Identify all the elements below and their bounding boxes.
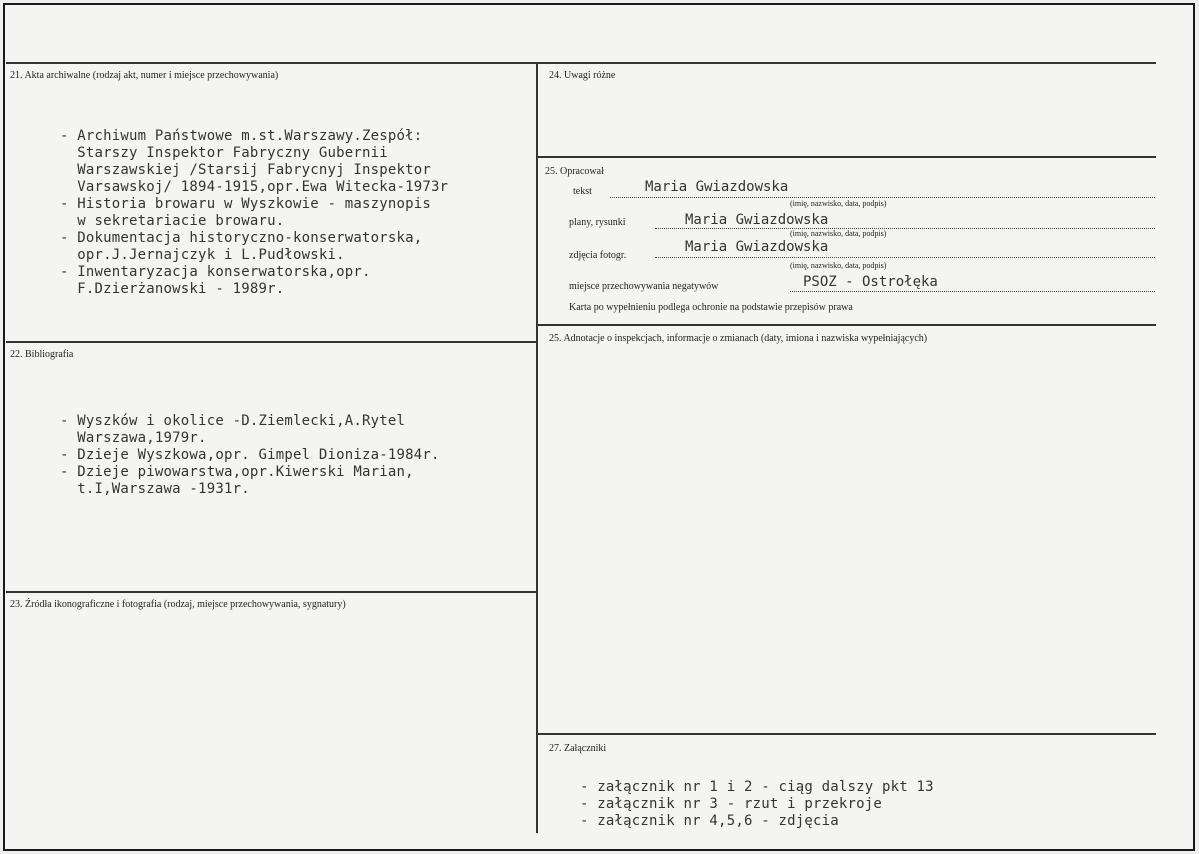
text-line: - Archiwum Państwowe m.st.Warszawy.Zespół: (60, 128, 423, 144)
text-line: Starszy Inspektor Fabryczny Gubernii (60, 145, 388, 161)
text-line: opr.J.Jernajczyk i L.Pudłowski. (60, 247, 345, 263)
text-line: Varsawskoj/ 1894-1915,opr.Ewa Witecka-1973r (60, 179, 449, 195)
text-line: - Dzieje piwowarstwa,opr.Kiwerski Marian, (60, 464, 414, 480)
protection-note: Karta po wypełnieniu podlega ochronie na podstawie przepisów prawa (569, 302, 853, 313)
section-24-header: 24. Uwagi różne (549, 70, 616, 81)
section-27-text (580, 762, 934, 830)
negatywy-line (790, 291, 1155, 292)
plany-line (655, 228, 1155, 229)
center-divider (536, 63, 538, 833)
text-line: - Dzieje Wyszkowa,opr. Gimpel Dioniza-1984r. (60, 447, 440, 463)
text-line: - załącznik nr 3 - rzut i przekroje (580, 796, 883, 812)
plany-label: plany, rysunki (569, 217, 626, 228)
zdjecia-value: Maria Gwiazdowska (685, 239, 829, 255)
section-23-header: 23. Źródła ikonograficzne i fotografia (rodzaj, miejsce przechowywania, sygnatury) (10, 599, 346, 610)
text-line: w sekretariacie browaru. (60, 213, 285, 229)
section-21-text (60, 111, 448, 298)
rule-22-23 (6, 591, 537, 593)
zdjecia-label: zdjęcia fotogr. (569, 250, 627, 261)
text-line: - Inwentaryzacja konserwatorska,opr. (60, 264, 371, 280)
section-22-header: 22. Bibliografia (10, 349, 74, 360)
text-line: t.I,Warszawa -1931r. (60, 481, 250, 497)
section-27-header: 27. Załączniki (549, 743, 607, 754)
tekst-caption: (imię, nazwisko, data, podpis) (790, 199, 887, 208)
text-line: - Wyszków i okolice -D.Ziemlecki,A.Rytel (60, 413, 406, 429)
tekst-label: tekst (573, 186, 592, 197)
text-line: - Historia browaru w Wyszkowie - maszynopis (60, 196, 432, 212)
negatywy-value: PSOZ - Ostrołęka (803, 274, 938, 290)
text-line: - Dokumentacja historyczno-konserwatorska, (60, 230, 423, 246)
text-line: F.Dzierżanowski - 1989r. (60, 281, 285, 297)
top-rule (6, 62, 1156, 64)
plany-caption: (imię, nazwisko, data, podpis) (790, 229, 887, 238)
zdjecia-caption: (imię, nazwisko, data, podpis) (790, 261, 887, 270)
rule-21-22 (6, 341, 537, 343)
text-line: - załącznik nr 1 i 2 - ciąg dalszy pkt 13 (580, 779, 934, 795)
plany-value: Maria Gwiazdowska (685, 212, 829, 228)
tekst-value: Maria Gwiazdowska (645, 179, 789, 195)
text-line: Warszawskiej /Starsij Fabrycnyj Inspektor (60, 162, 432, 178)
section-22-text (60, 396, 440, 498)
section-21-header: 21. Akta archiwalne (rodzaj akt, numer i miejsce przechowywania) (10, 70, 279, 81)
rule-25b-27 (537, 733, 1156, 735)
zdjecia-line (655, 257, 1155, 258)
text-line: - załącznik nr 4,5,6 - zdjęcia (580, 813, 839, 829)
section-25-header: 25. Opracował (545, 166, 604, 177)
rule-24-25 (537, 156, 1156, 158)
text-line: Warszawa,1979r. (60, 430, 207, 446)
negatywy-label: miejsce przechowywania negatywów (569, 281, 719, 292)
section-25b-header: 25. Adnotacje o inspekcjach, informacje o zmianach (daty, imiona i nazwiska wypełniających) (549, 333, 928, 344)
tekst-line (610, 197, 1155, 198)
rule-25-25b (537, 324, 1156, 326)
